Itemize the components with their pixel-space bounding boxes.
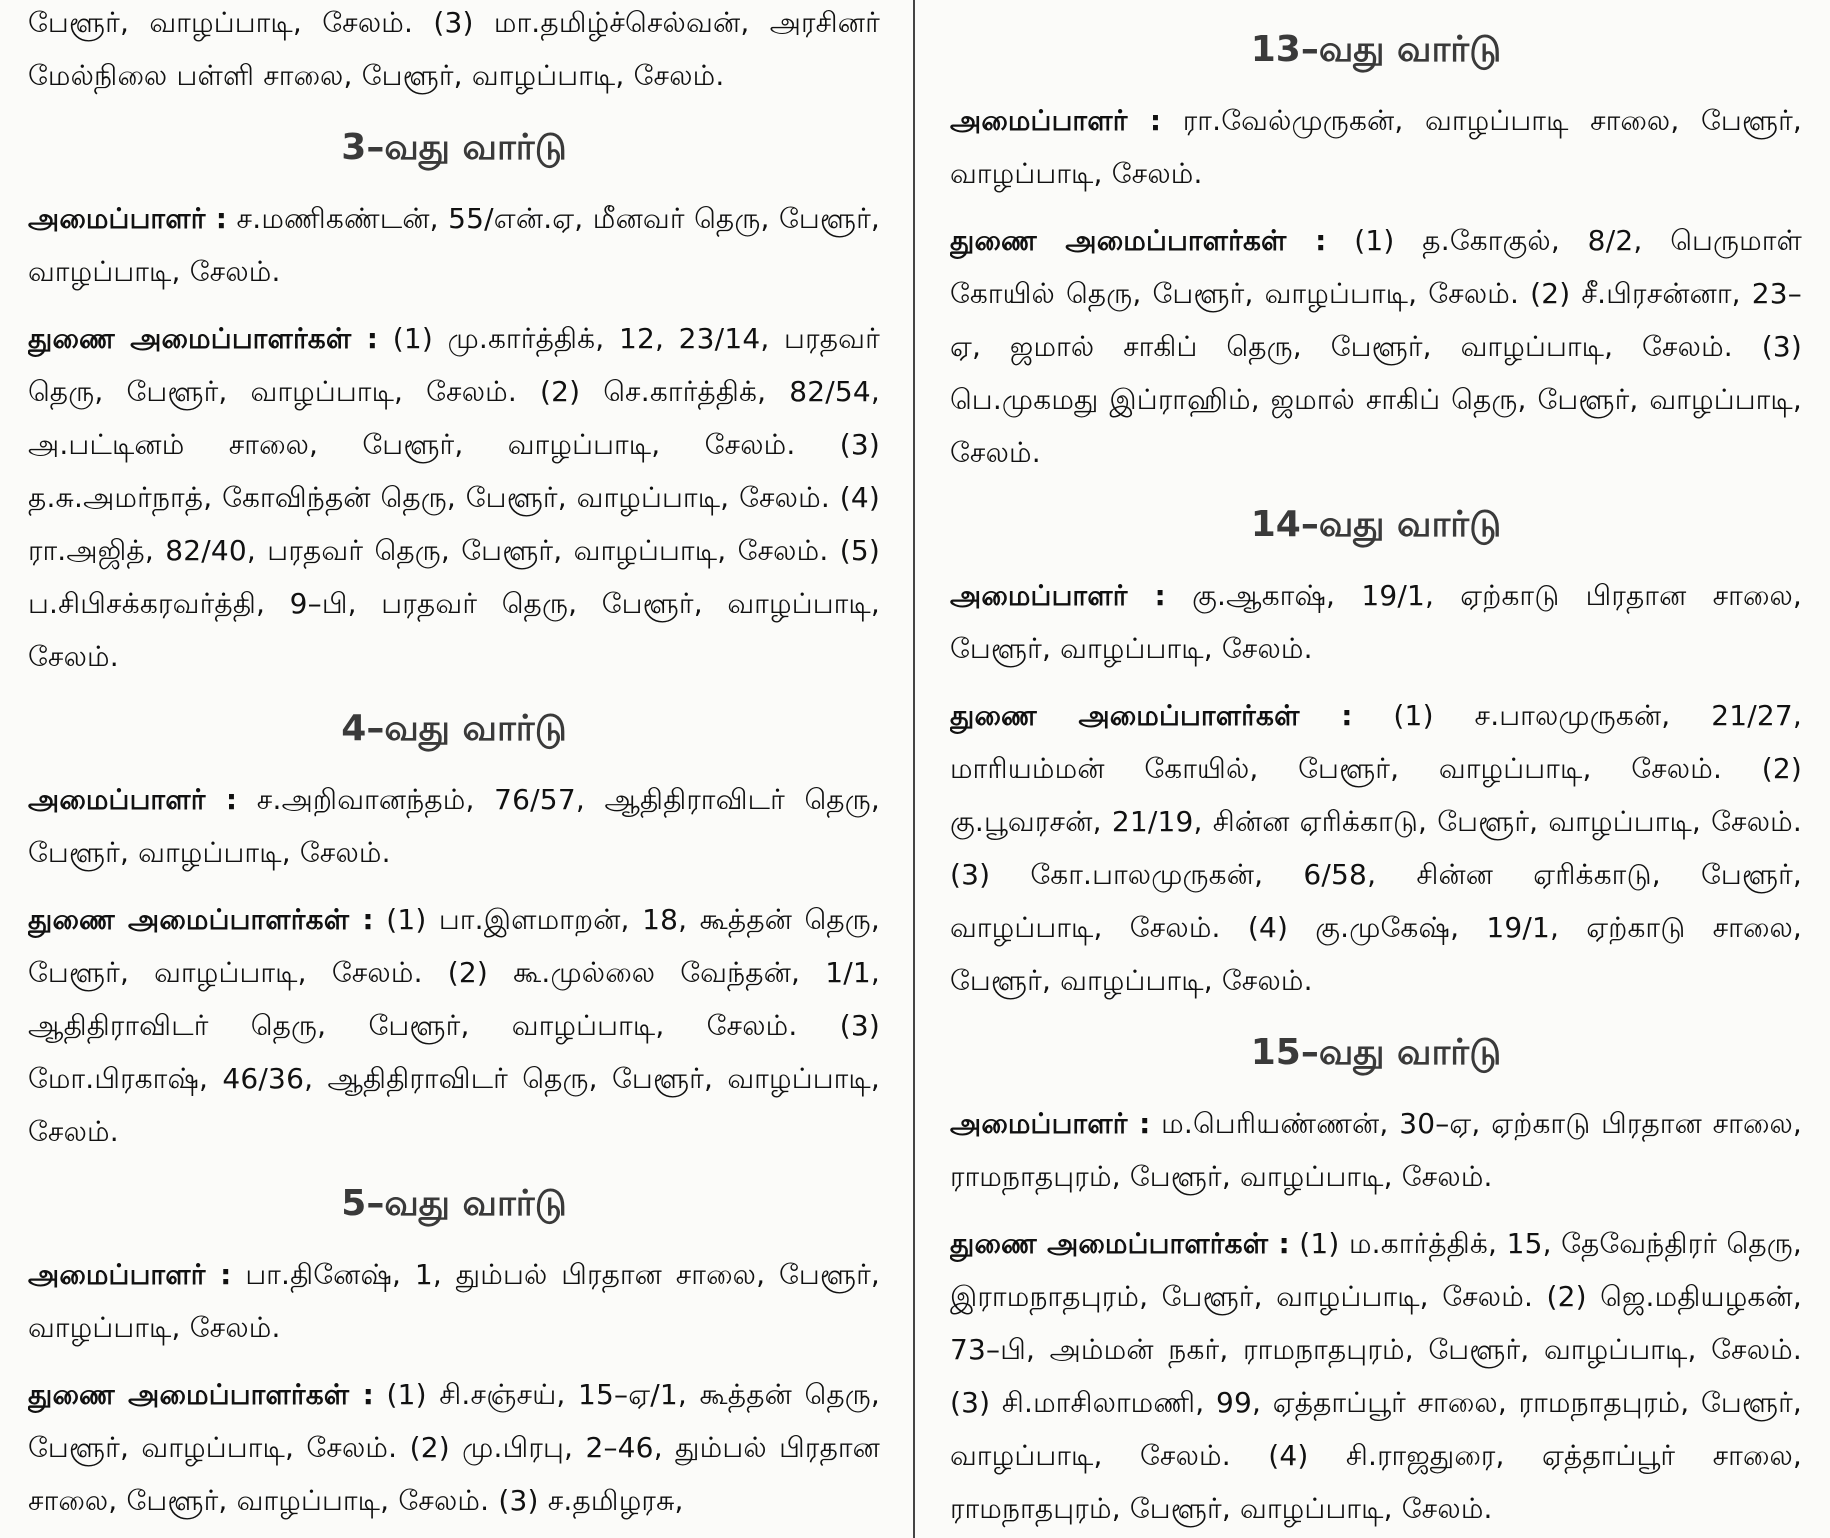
organizer-label: அமைப்பாளர் : bbox=[28, 783, 238, 816]
ward-4-deputies bbox=[28, 893, 880, 1158]
ward-4-organizer bbox=[28, 773, 880, 879]
ward-15-heading: 15–வது வார்டு bbox=[1250, 1032, 1502, 1073]
column-divider bbox=[913, 0, 915, 1538]
organizer-text: பா.தினேஷ், 1, தும்பல் பிரதான சாலை, பேளூர், வாழப்பாடி, சேலம். bbox=[28, 1258, 880, 1344]
ward-15-deputies bbox=[950, 1217, 1802, 1535]
deputies-text: (1) பா.இளமாறன், 18, கூத்தன் தெரு, பேளூர், வாழப்பாடி, சேலம். (2) கூ.முல்லை வேந்தன், 1/1, ஆதிதிராவிடர் தெரு, பேளூர், வாழப்பாடி, சேலம். (3) மோ.பிரகாஷ், 46/36, ஆதிதிராவிடர் தெரு, பேளூர், வாழப்பாடி, சேலம். bbox=[28, 903, 880, 1148]
deputies-label: துணை அமைப்பாளர்கள் : bbox=[950, 1227, 1290, 1260]
left-column bbox=[28, 0, 880, 1538]
organizer-label: அமைப்பாளர் : bbox=[950, 579, 1166, 612]
ward-14-organizer bbox=[950, 569, 1802, 675]
ward-3-organizer bbox=[28, 192, 880, 298]
ward-5-organizer bbox=[28, 1248, 880, 1354]
ward-3-deputies bbox=[28, 312, 880, 683]
intro-paragraph: பேளூர், வாழப்பாடி, சேலம். (3) மா.தமிழ்ச்செல்வன், அரசினர் மேல்நிலை பள்ளி சாலை, பேளூர், வாழப்பாடி, சேலம். bbox=[28, 6, 880, 92]
organizer-label: அமைப்பாளர் : bbox=[28, 1258, 232, 1291]
deputies-label: துணை அமைப்பாளர்கள் : bbox=[28, 1378, 375, 1411]
organizer-text: ரா.வேல்முருகன், வாழப்பாடி சாலை, பேளூர், வாழப்பாடி, சேலம். bbox=[950, 104, 1802, 190]
deputies-text: (1) ச.பாலமுருகன், 21/27, மாரியம்மன் கோயில், பேளூர், வாழப்பாடி, சேலம். (2) கு.பூவரசன், 21/19, சின்ன ஏரிக்காடு, பேளூர், வாழப்பாடி, சேலம். (3) கோ.பாலமுருகன், 6/58, சின்ன ஏரிக்காடு, பேளூர், வாழப்பாடி, சேலம். (4) கு.முகேஷ், 19/1, ஏற்காடு சாலை, பேளூர், வாழப்பாடி, சேலம். bbox=[950, 699, 1802, 997]
organizer-text: ம.பெரியண்ணன், 30–ஏ, ஏற்காடு பிரதான சாலை, ராமநாதபுரம், பேளூர், வாழப்பாடி, சேலம். bbox=[950, 1107, 1802, 1193]
organizer-text: கு.ஆகாஷ், 19/1, ஏற்காடு பிரதான சாலை, பேளூர், வாழப்பாடி, சேலம். bbox=[950, 579, 1802, 665]
ward-13-heading: 13–வது வார்டு bbox=[1250, 29, 1502, 70]
deputies-label: துணை அமைப்பாளர்கள் : bbox=[28, 903, 374, 936]
deputies-text: (1) த.கோகுல், 8/2, பெருமாள் கோயில் தெரு, பேளூர், வாழப்பாடி, சேலம். (2) சீ.பிரசன்னா, 23–ஏ, ஜமால் சாகிப் தெரு, பேளூர், வாழப்பாடி, சேலம். (3) பெ.முகமது இப்ராஹிம், ஜமால் சாகிப் தெரு, பேளூர், வாழப்பாடி, சேலம். bbox=[950, 224, 1802, 469]
deputies-label: துணை அமைப்பாளர்கள் : bbox=[950, 699, 1353, 732]
ward-5-heading: 5–வது வார்டு bbox=[341, 1183, 567, 1224]
deputies-text: (1) ம.கார்த்திக், 15, தேவேந்திரர் தெரு, இராமநாதபுரம், பேளூர், வாழப்பாடி, சேலம். (2) ஜெ.மதியழகன், 73–பி, அம்மன் நகர், ராமநாதபுரம், பேளூர், வாழப்பாடி, சேலம். (3) சி.மாசிலாமணி, 99, ஏத்தாப்பூர் சாலை, ராமநாதபுரம், பேளூர், வாழப்பாடி, சேலம். (4) சி.ராஜதுரை, ஏத்தாப்பூர் சாலை, ராமநாதபுரம், பேளூர், வாழப்பாடி, சேலம். bbox=[950, 1227, 1802, 1525]
organizer-text: ச.அறிவானந்தம், 76/57, ஆதிதிராவிடர் தெரு, பேளூர், வாழப்பாடி, சேலம். bbox=[28, 783, 880, 869]
ward-15-organizer bbox=[950, 1097, 1802, 1203]
deputies-text: (1) மு.கார்த்திக், 12, 23/14, பரதவர் தெரு, பேளூர், வாழப்பாடி, சேலம். (2) செ.கார்த்திக், 82/54, அ.பட்டினம் சாலை, பேளூர், வாழப்பாடி, சேலம். (3) த.சு.அமர்நாத், கோவிந்தன் தெரு, பேளூர், வாழப்பாடி, சேலம். (4) ரா.அஜித், 82/40, பரதவர் தெரு, பேளூர், வாழப்பாடி, சேலம். (5) ப.சிபிசக்கரவர்த்தி, 9–பி, பரதவர் தெரு, பேளூர், வாழப்பாடி, சேலம். bbox=[28, 322, 880, 673]
ward-13-organizer bbox=[950, 94, 1802, 200]
organizer-label: அமைப்பாளர் : bbox=[950, 1107, 1151, 1140]
right-column bbox=[950, 0, 1802, 1538]
organizer-label: அமைப்பாளர் : bbox=[950, 104, 1162, 137]
ward-4-heading: 4–வது வார்டு bbox=[341, 708, 567, 749]
ward-3-heading: 3–வது வார்டு bbox=[341, 127, 567, 168]
organizer-label: அமைப்பாளர் : bbox=[28, 202, 228, 235]
organizer-text: ச.மணிகண்டன், 55/என்.ஏ, மீனவர் தெரு, பேளூர், வாழப்பாடி, சேலம். bbox=[28, 202, 880, 288]
ward-5-deputies bbox=[28, 1368, 880, 1527]
ward-14-heading: 14–வது வார்டு bbox=[1250, 504, 1502, 545]
deputies-label: துணை அமைப்பாளர்கள் : bbox=[28, 322, 379, 355]
deputies-label: துணை அமைப்பாளர்கள் : bbox=[950, 224, 1327, 257]
deputies-text: (1) சி.சஞ்சய், 15–ஏ/1, கூத்தன் தெரு, பேளூர், வாழப்பாடி, சேலம். (2) மு.பிரபு, 2–46, தும்பல் பிரதான சாலை, பேளூர், வாழப்பாடி, சேலம். (3) ச.தமிழரசு, bbox=[28, 1378, 880, 1517]
ward-13-deputies bbox=[950, 214, 1802, 479]
ward-14-deputies bbox=[950, 689, 1802, 1007]
